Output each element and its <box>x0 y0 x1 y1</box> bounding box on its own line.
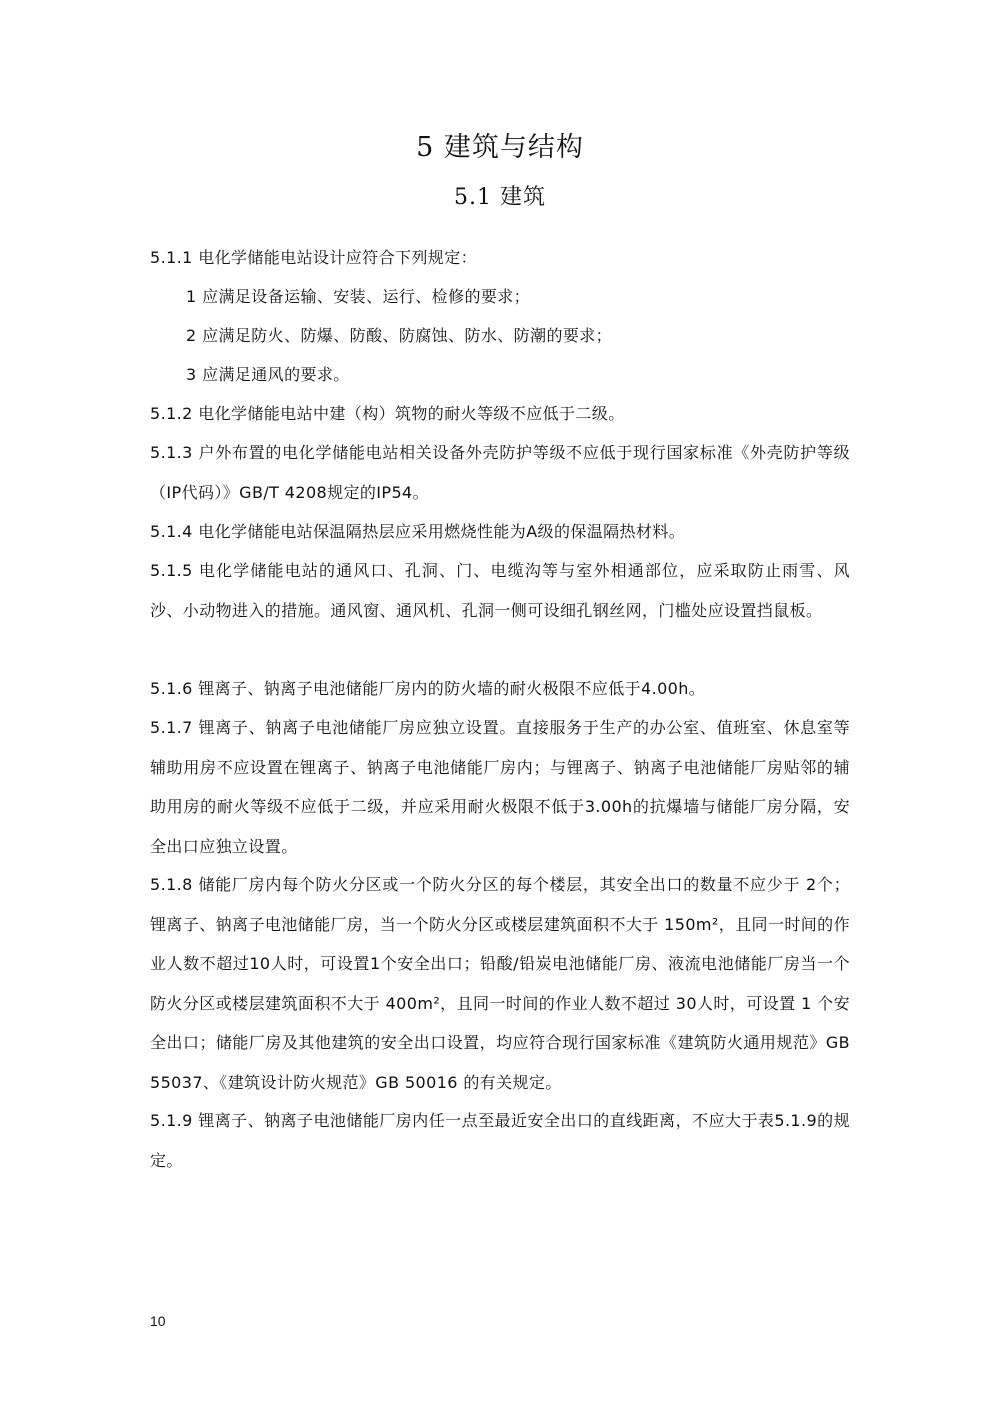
chapter-title: 5 建筑与结构 <box>416 132 584 163</box>
clause-5-1-3: 5.1.3 户外布置的电化学储能电站相关设备外壳防护等级不应低于现行国家标准《外壳防护等级（IP代码）》GB/T 4208规定的IP54。 <box>150 443 850 502</box>
clause-5-1-7: 5.1.7 锂离子、钠离子电池储能厂房应独立设置。直接服务于生产的办公室、值班室、休息室等辅助用房不应设置在锂离子、钠离子电池储能厂房内；与锂离子、钠离子电池储能厂房贴邻的辅助用房的耐火等级不应低于二级，并应采用耐火极限不低于3.00h的抗爆墙与储能厂房分隔，安全出口应独立设置。 <box>150 718 850 856</box>
clause-5-1-6: 5.1.6 锂离子、钠离子电池储能厂房内的防火墙的耐火极限不应低于4.00h。 <box>150 679 706 698</box>
section-title: 5.1 建筑 <box>454 185 546 210</box>
clause-5-1-1-item-1: 1 应满足设备运输、安装、运行、检修的要求； <box>186 287 531 306</box>
clause-5-1-4: 5.1.4 电化学储能电站保温隔热层应采用燃烧性能为A级的保温隔热材料。 <box>150 522 686 541</box>
clause-5-1-1: 5.1.1 电化学储能电站设计应符合下列规定： <box>150 248 477 267</box>
clause-5-1-9: 5.1.9 锂离子、钠离子电池储能厂房内任一点至最近安全出口的直线距离，不应大于表5.1.9的规定。 <box>150 1111 850 1170</box>
page-number: 10 <box>150 1313 166 1329</box>
clause-5-1-8: 5.1.8 储能厂房内每个防火分区或一个防火分区的每个楼层，其安全出口的数量不应少于 2个；锂离子、钠离子电池储能厂房，当一个防火分区或楼层建筑面积不大于 150m²，且同一时间的作业人数不超过10人时，可设置1个安全出口；铅酸/铅炭电池储能厂房、液流电池储能厂房当一个防火分区或楼层建筑面积不大于 400m²，且同一时间的作业人数不超过 30人时，可设置 1 个安全出口；储能厂房及其他建筑的安全出口设置，均应符合现行国家标准《建筑防火通用规范》GB 55037、《建筑设计防火规范》GB 50016 的有关规定。 <box>150 875 850 1092</box>
clause-5-1-5: 5.1.5 电化学储能电站的通风口、孔洞、门、电缆沟等与室外相通部位，应采取防止雨雪、风沙、小动物进入的措施。通风窗、通风机、孔洞一侧可设细孔钢丝网，门槛处应设置挡鼠板。 <box>150 561 850 620</box>
clause-5-1-1-item-2: 2 应满足防火、防爆、防酸、防腐蚀、防水、防潮的要求； <box>186 326 613 345</box>
clause-5-1-2: 5.1.2 电化学储能电站中建（构）筑物的耐火等级不应低于二级。 <box>150 404 625 423</box>
clause-5-1-1-item-3: 3 应满足通风的要求。 <box>186 365 350 384</box>
